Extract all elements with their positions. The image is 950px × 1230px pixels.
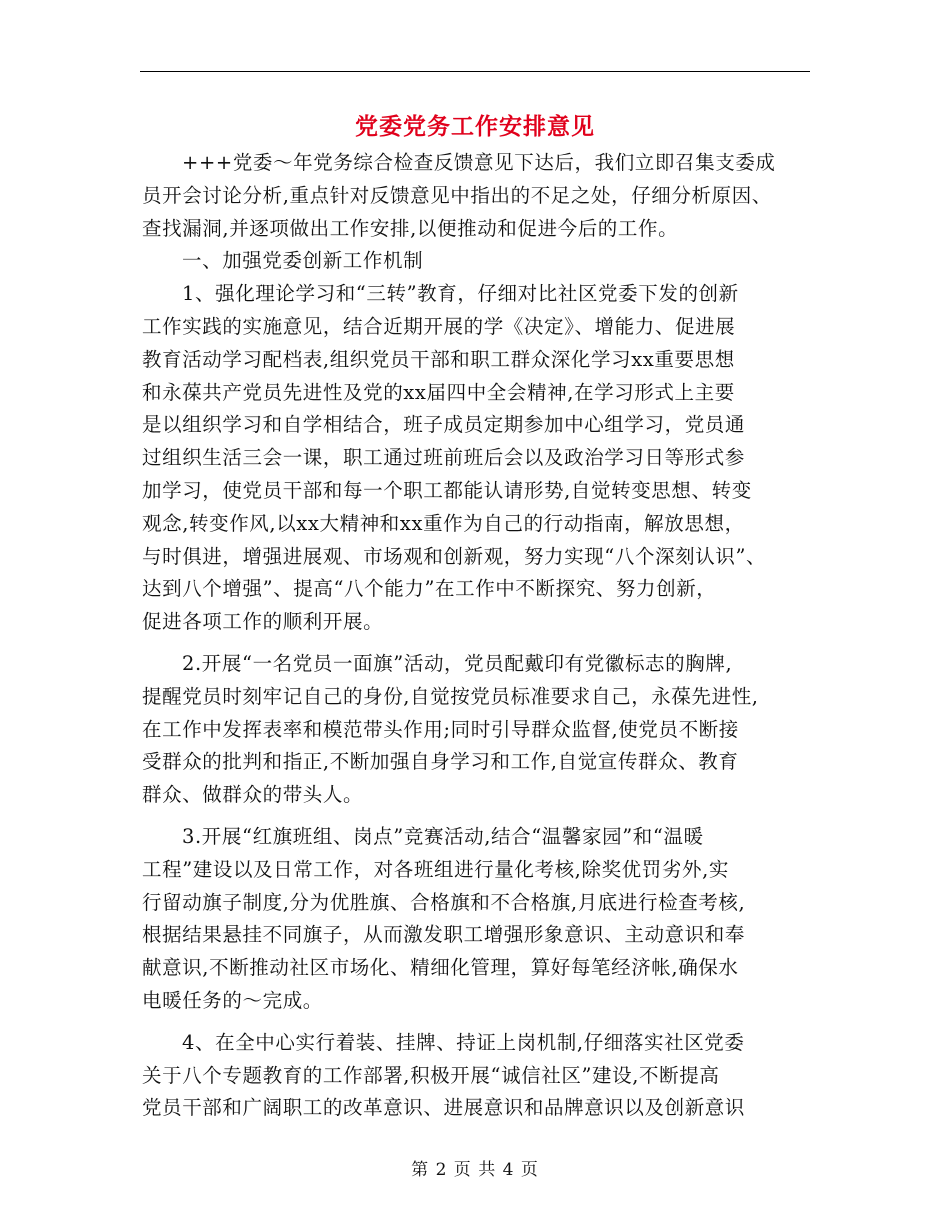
text-line: 电暖任务的～完成。 <box>142 988 323 1012</box>
document-title: 党委党务工作安排意见 <box>355 113 595 140</box>
text-line: 在工作中发挥表率和模范带头作用;同时引导群众监督,使党员不断接 <box>142 717 739 741</box>
text-line: 观念,转变作风,以xx大精神和xx重作为自己的行动指南，解放思想， <box>142 511 745 535</box>
text-line: 是以组织学习和自学相结合，班子成员定期参加中心组学习，党员通 <box>142 413 746 437</box>
header-rule <box>140 71 810 72</box>
text-line: 加学习，使党员干部和每一个职工都能认请形势,自觉转变思想、转变 <box>142 478 752 502</box>
text-line: 达到八个增强”、提高“八个能力”在工作中不断探究、努力创新， <box>142 577 717 601</box>
page-number: 第 2 页 共 4 页 <box>411 1160 539 1180</box>
text-line: 献意识,不断推动社区市场化、精细化管理，算好每笔经济帐,确保水 <box>142 956 739 980</box>
text-line: 党员干部和广阔职工的改革意识、进展意识和品牌意识以及创新意识 <box>142 1096 746 1120</box>
text-line: 促进各项工作的顺利开展。 <box>142 610 384 634</box>
text-line: 受群众的批判和指正,不断加强自身学习和工作,自觉宣传群众、教育 <box>142 750 739 774</box>
text-line: 行留动旗子制度,分为优胜旗、合格旗和不合格旗,月底进行检查考核, <box>142 890 746 914</box>
text-line: 1、强化理论学习和“三转”教育，仔细对比社区党委下发的创新 <box>182 282 739 306</box>
text-line: 3.开展“红旗班组、岗点”竞赛活动,结合“温馨家园”和“温暖 <box>182 824 704 848</box>
document-body <box>142 147 818 1125</box>
text-line: +++党委～年党务综合检查反馈意见下达后，我们立即召集支委成 <box>182 151 776 174</box>
paragraph-intro <box>142 147 818 245</box>
text-line: 群众、做群众的带头人。 <box>142 783 364 807</box>
text-line: 和永葆共产党员先进性及党的xx届四中全会精神,在学习形式上主要 <box>142 380 735 404</box>
text-line: 过组织生活三会一课，职工通过班前班后会以及政治学习日等形式参 <box>142 446 746 470</box>
text-line: 关于八个专题教育的工作部署,积极开展“诚信社区”建设,不断提高 <box>142 1063 720 1087</box>
text-line: 工程”建设以及日常工作，对各班组进行量化考核,除奖优罚劣外,实 <box>142 857 729 881</box>
text-line: 教育活动学习配档表,组织党员干部和职工群众深化学习xx重要思想 <box>142 347 735 371</box>
text-line: 根据结果悬挂不同旗子，从而激发职工增强形象意识、主动意识和奉 <box>142 923 746 947</box>
text-line: 员开会讨论分析,重点针对反馈意见中指出的不足之处，仔细分析原因、 <box>142 183 772 207</box>
paragraph-item-1 <box>142 278 818 639</box>
section-heading <box>142 245 818 278</box>
paragraph-item-4 <box>142 1027 818 1125</box>
text-line: 一、加强党委创新工作机制 <box>182 249 424 273</box>
paragraph-item-3 <box>142 821 818 1018</box>
text-line: 提醒党员时刻牢记自己的身份,自觉按党员标准要求自己，永葆先进性, <box>142 684 759 708</box>
paragraph-item-2 <box>142 648 818 812</box>
text-line: 工作实践的实施意见，结合近期开展的学《决定》、增能力、促进展 <box>142 314 736 338</box>
text-line: 4、在全中心实行着装、挂牌、持证上岗机制,仔细落实社区党委 <box>182 1030 745 1054</box>
text-line: 2.开展“一名党员一面旗”活动，党员配戴印有党徽标志的胸牌, <box>182 651 733 675</box>
text-line: 查找漏洞,并逐项做出工作安排,以便推动和促进今后的工作。 <box>142 216 679 240</box>
text-line: 与时俱进，增强进展观、市场观和创新观，努力实现“八个深刻认识”、 <box>142 544 767 568</box>
